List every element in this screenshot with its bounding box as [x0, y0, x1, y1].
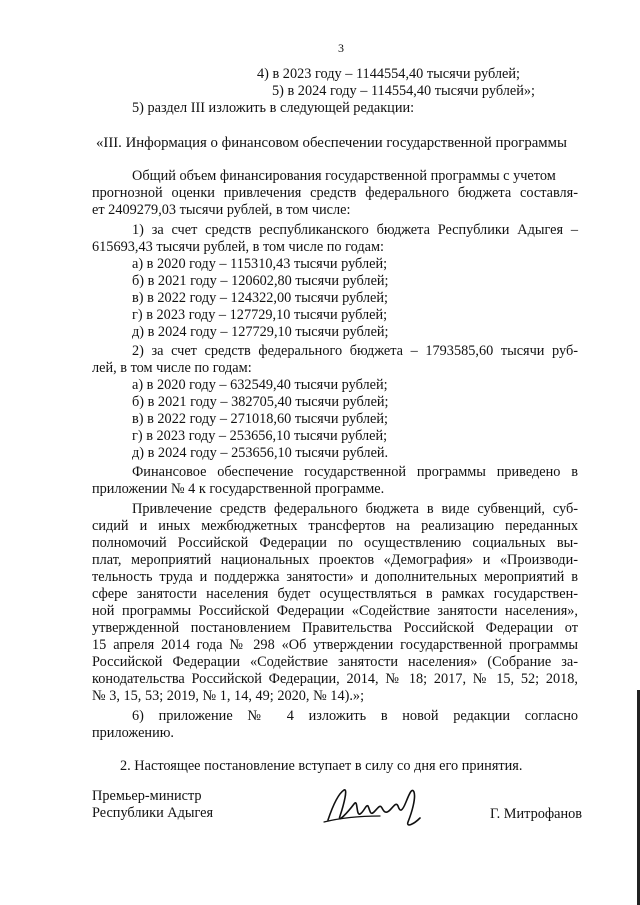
section-heading: «III. Информация о финансовом обеспечении государственной программы [96, 135, 567, 151]
text-line: плат, мероприятий национальных проектов «Демография» и «Производи- [92, 552, 578, 568]
text-line: ной программы Российской Федерации «Содействие занятости населения», [92, 603, 578, 619]
text-line: сфере занятости населения будет осуществляться в рамках государствен- [92, 586, 578, 602]
page-number: 3 [338, 41, 344, 55]
text-line: 6) приложение № 4 изложить в новой редакции согласно [132, 708, 578, 724]
text-line: приложении № 4 к государственной программе. [92, 481, 385, 497]
list-item: г) в 2023 году – 253656,10 тысячи рублей; [132, 428, 388, 444]
signatory-name: Г. Митрофанов [490, 806, 583, 822]
list-item: в) в 2022 году – 271018,60 тысячи рублей; [132, 411, 389, 427]
text-line: 5) в 2024 году – 114554,40 тысячи рублей»; [272, 83, 536, 99]
text-line: лей, в том числе по годам: [92, 360, 252, 376]
text-line: полномочий Российской Федерации по осуществлению социальных вы- [92, 535, 578, 551]
text-line: 15 апреля 2014 года № 298 «Об утверждении государственной программы [92, 637, 578, 653]
text-line: ет 2409279,03 тысячи рублей, в том числе: [92, 202, 351, 218]
text-line: Российской Федерации «Содействие занятости населения» (Собрание за- [92, 654, 578, 670]
list-item: д) в 2024 году – 253656,10 тысячи рублей. [132, 445, 389, 461]
list-item: б) в 2021 году – 382705,40 тысячи рублей; [132, 394, 389, 410]
text-line: 4) в 2023 году – 1144554,40 тысячи рублей; [257, 66, 521, 82]
text-line: 5) раздел III изложить в следующей редакции: [132, 100, 415, 116]
text-line: сидий и иных межбюджетных трансфертов на реализацию переданных [92, 518, 578, 534]
text-line: 2) за счет средств федерального бюджета – 1793585,60 тысячи руб- [132, 343, 578, 359]
text-line: тельность труда и поддержка занятости» и дополнительных мероприятий в [92, 569, 578, 585]
text-line: приложению. [92, 725, 174, 741]
list-item: г) в 2023 году – 127729,10 тысячи рублей; [132, 307, 388, 323]
list-item: б) в 2021 году – 120602,80 тысячи рублей; [132, 273, 389, 289]
text-line: 2. Настоящее постановление вступает в силу со дня его принятия. [120, 758, 523, 774]
signatory-title: Премьер-министр [92, 788, 202, 804]
text-line: Общий объем финансирования государственной программы с учетом [132, 168, 556, 184]
list-item: а) в 2020 году – 632549,40 тысячи рублей; [132, 377, 388, 393]
list-item: а) в 2020 году – 115310,43 тысячи рублей; [132, 256, 388, 272]
text-line: № 3, 15, 53; 2019, № 1, 14, 49; 2020, № 14).»; [92, 688, 365, 704]
text-line: прогнозной оценки привлечения средств федерального бюджета составля- [92, 185, 578, 201]
list-item: д) в 2024 году – 127729,10 тысячи рублей; [132, 324, 389, 340]
text-line: 1) за счет средств республиканского бюджета Республики Адыгея – [132, 222, 578, 238]
text-line: 615693,43 тысячи рублей, в том числе по годам: [92, 239, 385, 255]
text-line: конодательства Российской Федерации, 2014, № 18; 2017, № 15, 52; 2018, [92, 671, 578, 687]
list-item: в) в 2022 году – 124322,00 тысячи рублей; [132, 290, 389, 306]
text-line: утвержденной постановлением Правительства Российской Федерации от [92, 620, 578, 636]
signatory-title: Республики Адыгея [92, 805, 214, 821]
handwritten-signature [320, 782, 430, 837]
text-line: Финансовое обеспечение государственной программы приведено в [132, 464, 578, 480]
text-line: Привлечение средств федерального бюджета в виде субвенций, суб- [132, 501, 578, 517]
